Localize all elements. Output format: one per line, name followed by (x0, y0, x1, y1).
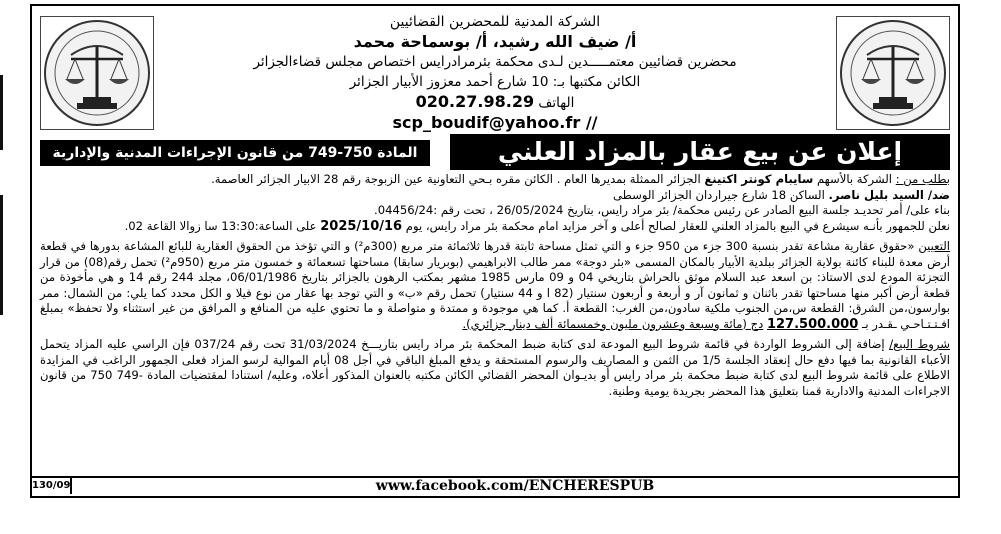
website-link[interactable]: www.facebook.com/ENCHERESPUB (375, 478, 655, 494)
company-name: الشركة المدنية للمحضرين القضائيين (389, 14, 601, 30)
email-address[interactable]: scp_boudif@yahoo.fr (392, 113, 581, 132)
order-paragraph: بناء على/ أمر تحديـد جلسة البيع الصادر عن رئيس محكمة/ بئر مراد رايس، بتاريخ 26/05/2024 ، تحت رقم :04456/24. (374, 203, 950, 217)
title-row (40, 134, 950, 170)
price-in-words: دج (مائة وسبعة وعشرون مليون وخمسمائة ألف دينار جزائري). (462, 316, 764, 331)
bailiff-names: أ/ ضيف الله رشيد، أ/ بوسماحة محمد (353, 32, 637, 51)
contact-separator: // (585, 113, 598, 132)
announcement-time: على الساعة:13:30 سا زوالا القاعة 02. (124, 218, 317, 233)
requester-name: سايبام كونتر اكتينغ (704, 172, 814, 186)
notice-body (40, 172, 950, 399)
against-label: ضد/ السيد بليل ناصر. (828, 187, 950, 202)
requester-prefix: الشركة بالأسهم (816, 172, 893, 186)
announcement-paragraph (40, 219, 950, 235)
requester-paragraph (40, 172, 950, 188)
announcement-text: نعلن للجمهور بأنـه سيشرع في البيع بالمزاد العلني للعقار لصالح أعلى و آخر مزايد امام محكمة بئر مراد رايس، يوم (405, 218, 950, 233)
conditions-text: إضافة إلى الشروط الواردة في قائمة شروط البيع المودعة لدى كتابة ضبط المحكمة بئر مراد رايس بتاريـــخ 31/03/2024 تحت رقم 037/24 فإن الراسي عليه المزاد يتحمل الأعباء القانونية بما فيها دفع حال إنعقاد الجلسة 1/5 من الثمن و المصاريف والرسوم المستحقة و يدفع المبلغ الباقي في أجل 08 أيام الموالية لرسو المزاد فعلى الجمهور الراغب في المزايدة الاطلاع على قائمة شروط البيع لدى كتابة ضبط محكمة بئر مراد رايس أو بديـوان المحضر القضائي الكائن مكتبه بالعنوان المذكور أعلاه، وعليه/ استنادا لمقتضيات المادة -749 750 من قانون الاجراءات المدنية والادارية قمنا بتعليق هذا المحضر بجريدة يومية وطنية. (40, 337, 951, 398)
notice-title: إعلان عن بيع عقار بالمزاد العلني (450, 134, 950, 170)
page-code: 130/09 (32, 478, 72, 494)
law-article-banner: المادة 750-749 من قانون الإجراءات المدنية والإدارية (40, 140, 430, 166)
phone-label: الهاتف (538, 95, 575, 111)
justice-seal-right (836, 16, 950, 130)
designation-paragraph (40, 239, 950, 332)
office-address: الكائن مكتبها بـ: 10 شارع أحمد معزوز الأبيار الجزائر (349, 74, 641, 90)
justice-seal-left (40, 16, 154, 130)
designation-text: «حقوق عقارية مشاعة تقدر بنسبة 300 جزء من 950 جزء و التي تمثل مساحة ثابتة قدرها ثلاثمائة متر مربع (300م²) و التي تؤخذ من الحقوق العقارية للبائع المشاعة بدورها في قطعة أرض معدة للبناء كائنة بولاية الجزائر ببلدية الأبيار بالمكان المسمى «بئر دوجة» ممر طالب الابراهيمي (بوبريار سابقا) مساحتها تسعمائة و خمسون متر مربع (950م²) تحمل رقم(08) من قرار التجزئة المودع لدى الاستاذ: بن اسعد عبد السلام موثق بالحراش بتاريخي 04 و 09 مارس 1985 مشهر بمكتب الرهون بالجزائر بتاريخ 06/01/1986، مجلد 244 رقم 14 و هي مأخوذة من قطعة أرض أكبر منها مساحتها تقدر باثنان و ثمانون آر و أربعة و أربعون سنتيار (82 ا و 44 سنتيار) تحمل رقم «ب» و التي توجد بها عقار من نوع فيلا و الكل محدد كما يلي: من الشمال: ممر بوارسون،من الشرق: القطعة س،من الجنوب ملكية سادون،من الغرب: القطعة أ. كما هي موجودة و ممتدة و متواصلة و ما تحتوي عليه من المنافع و المرافق من غير استثناء ولا تحفظ» بمبلغ افـتـتـاحـي ـقـدر بـ (40, 239, 951, 331)
conditions-paragraph (40, 337, 950, 399)
phone-line (160, 92, 830, 113)
bailiff-description: محضرين قضائيين معتمـــــدين لـدى محكمة بئرمرادرايس اختصاص مجلس قضاءالجزائر (253, 54, 737, 70)
page-edge-mark (0, 195, 3, 315)
phone-number: 020.27.98.29 (415, 92, 535, 111)
requester-label: بطلب من : (895, 172, 950, 186)
against-details: الساكن 18 شارع جيراردان الجزائر الوسطى (612, 187, 825, 202)
conditions-label: شروط البيع/ (889, 337, 950, 351)
auction-date: 2025/10/16 (320, 218, 403, 234)
auction-notice (30, 4, 960, 498)
against-paragraph (40, 188, 950, 204)
designation-label: التعيين (918, 239, 951, 253)
requester-details: الجزائر الممثلة بمديرها العام . الكائن مقره بـحي التعاونية عين الزبوجة رقم 28 الابيار الجزائر العاصمة. (211, 172, 701, 186)
page-edge-mark (0, 75, 3, 150)
opening-price: 127.500.000 (766, 316, 859, 332)
notice-header (160, 12, 830, 133)
contact-line (160, 113, 830, 133)
notice-footer (32, 476, 958, 496)
